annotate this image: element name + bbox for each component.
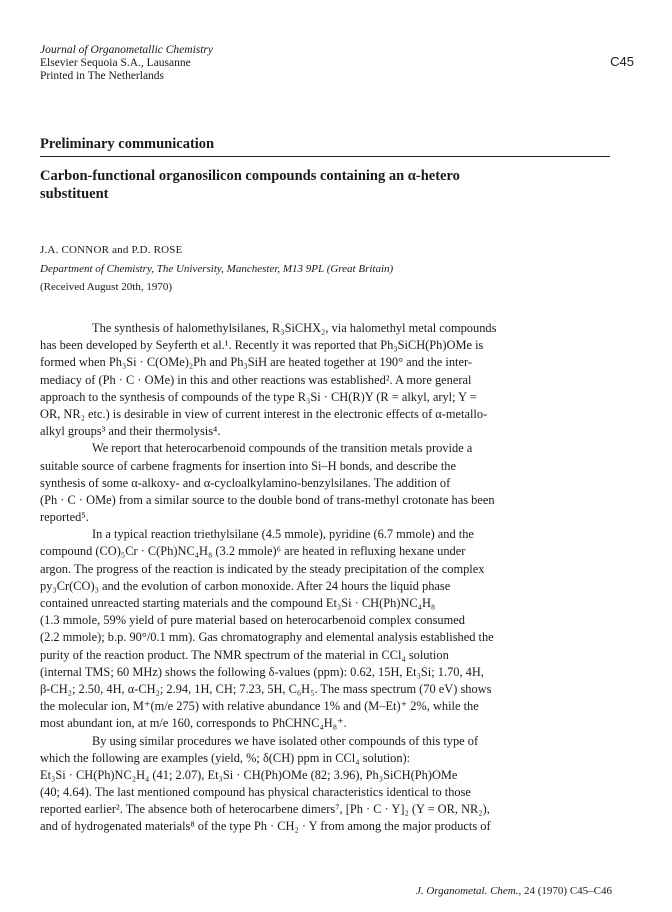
- body-line: compound (CO)₅Cr · C(Ph)NC₄H₈ (3.2 mmole)⁶ are heated in refluxing hexane under: [40, 544, 466, 559]
- body-line: (2.2 mmole); b.p. 90°/0.1 mm). Gas chromatography and elemental analysis established the: [40, 630, 494, 645]
- body-line: and of hydrogenated materials⁸ of the type Ph · CH₂ · Y from among the major products of: [40, 819, 491, 834]
- body-line: purity of the reaction product. The NMR spectrum of the material in CCl₄ solution: [40, 647, 449, 662]
- body-line: The synthesis of halomethylsilanes, R₃SiCHX₂, via halomethyl metal compounds: [92, 321, 497, 335]
- footer-volume: 24 (1970) C45–C46: [521, 885, 612, 897]
- body-line: (1.3 mmole, 59% yield of pure material based on heterocarbenoid complex consumed: [40, 613, 465, 628]
- body-line: suitable source of carbene fragments for insertion into Si–H bonds, and describe the: [40, 458, 456, 473]
- body-line: In a typical reaction triethylsilane (4.5 mmole), pyridine (6.7 mmole) and the: [92, 527, 474, 542]
- printed-in: Printed in The Netherlands: [40, 70, 165, 82]
- body-line: By using similar procedures we have isolated other compounds of this type of: [92, 733, 479, 748]
- footer-journal: J. Organometal. Chem.,: [415, 885, 522, 897]
- body-line: py₃Cr(CO)₃ and the evolution of carbon monoxide. After 24 hours the liquid phase: [40, 578, 451, 593]
- body-line: We report that heterocarbenoid compounds of the transition metals provide a: [92, 441, 473, 456]
- body-line: has been developed by Seyferth et al.¹. Recently it was reported that Ph₃SiCH(Ph)OMe is: [40, 338, 484, 353]
- body-line: synthesis of some α-alkoxy- and α-cycloalkylamino-benzylsilanes. The addition of: [40, 475, 451, 490]
- authors: J.A. CONNOR and P.D. ROSE: [40, 244, 183, 256]
- journal-name: Journal of Organometallic Chemistry: [40, 44, 214, 56]
- received-date: (Received August 20th, 1970): [40, 281, 172, 293]
- publisher: Elsevier Sequoia S.A., Lausanne: [40, 57, 191, 69]
- body-line: argon. The progress of the reaction is indicated by the steady precipitation of the complex: [40, 561, 485, 576]
- section-divider: [40, 156, 610, 157]
- body-line: reported⁵.: [40, 510, 89, 525]
- body-line: (internal TMS; 60 MHz) shows the following δ-values (ppm): 0.62, 15H, Et₃Si; 1.70, 4H,: [40, 664, 484, 679]
- journal-header: [40, 44, 213, 83]
- body-line: most abundant ion, at m/e 160, corresponds to PhCHNC₄H₈⁺.: [40, 716, 347, 731]
- body-line: alkyl groups³ and their thermolysis⁴.: [40, 424, 221, 439]
- affiliation: Department of Chemistry, The University, Manchester, M13 9PL (Great Britain): [40, 263, 394, 275]
- body-line: OR, NR₂ etc.) is desirable in view of current interest in the electronic effects of α-metallo-: [40, 406, 488, 421]
- body-line: (40; 4.64). The last mentioned compound has physical characteristics identical to those: [40, 785, 471, 800]
- page-code: C45: [610, 54, 634, 69]
- body-line: β-CH₂; 2.50, 4H, α-CH₂; 2.94, 1H, CH; 7.23, 5H, C₆H₅. The mass spectrum (70 eV) shows: [40, 681, 492, 696]
- body-line: reported earlier². The absence both of heterocarbene dimers⁷, [Ph · C · Y]₂ (Y = OR, NR₂),: [40, 802, 490, 817]
- title-line-2: substituent: [40, 186, 109, 202]
- body-line: contained unreacted starting materials and the compound Et₃Si · CH(Ph)NC₄H₈: [40, 596, 436, 610]
- section-label: Preliminary communication: [40, 136, 215, 152]
- body-line: approach to the synthesis of compounds of the type R₃Si · CH(R)Y (R = alkyl, aryl; Y =: [40, 389, 477, 404]
- body-line: (Ph · C · OMe) from a similar source to the double bond of trans-methyl crotonate has been: [40, 492, 495, 507]
- body-line: which the following are examples (yield, %; δ(CH) ppm in CCl₄ solution):: [40, 750, 411, 765]
- body-line: mediacy of (Ph · C · OMe) in this and other reactions was established². A more general: [40, 372, 472, 387]
- body-line: formed when Ph₃Si · C(OMe)₂Ph and Ph₃SiH are heated together at 190° and the inter-: [40, 355, 472, 370]
- footer-citation: [416, 885, 612, 897]
- body-line: Et₃Si · CH(Ph)NC₂H₄ (41; 2.07), Et₃Si · CH(Ph)OMe (82; 3.96), Ph₃SiCH(Ph)OMe: [40, 767, 458, 782]
- body-text: [40, 320, 616, 836]
- title-line-1: Carbon-functional organosilicon compounds containing an α-hetero: [40, 168, 460, 184]
- body-line: the molecular ion, M⁺(m/e 275) with relative abundance 1% and (M–Et)⁺ 2%, while the: [40, 699, 479, 714]
- article-title: [40, 167, 600, 203]
